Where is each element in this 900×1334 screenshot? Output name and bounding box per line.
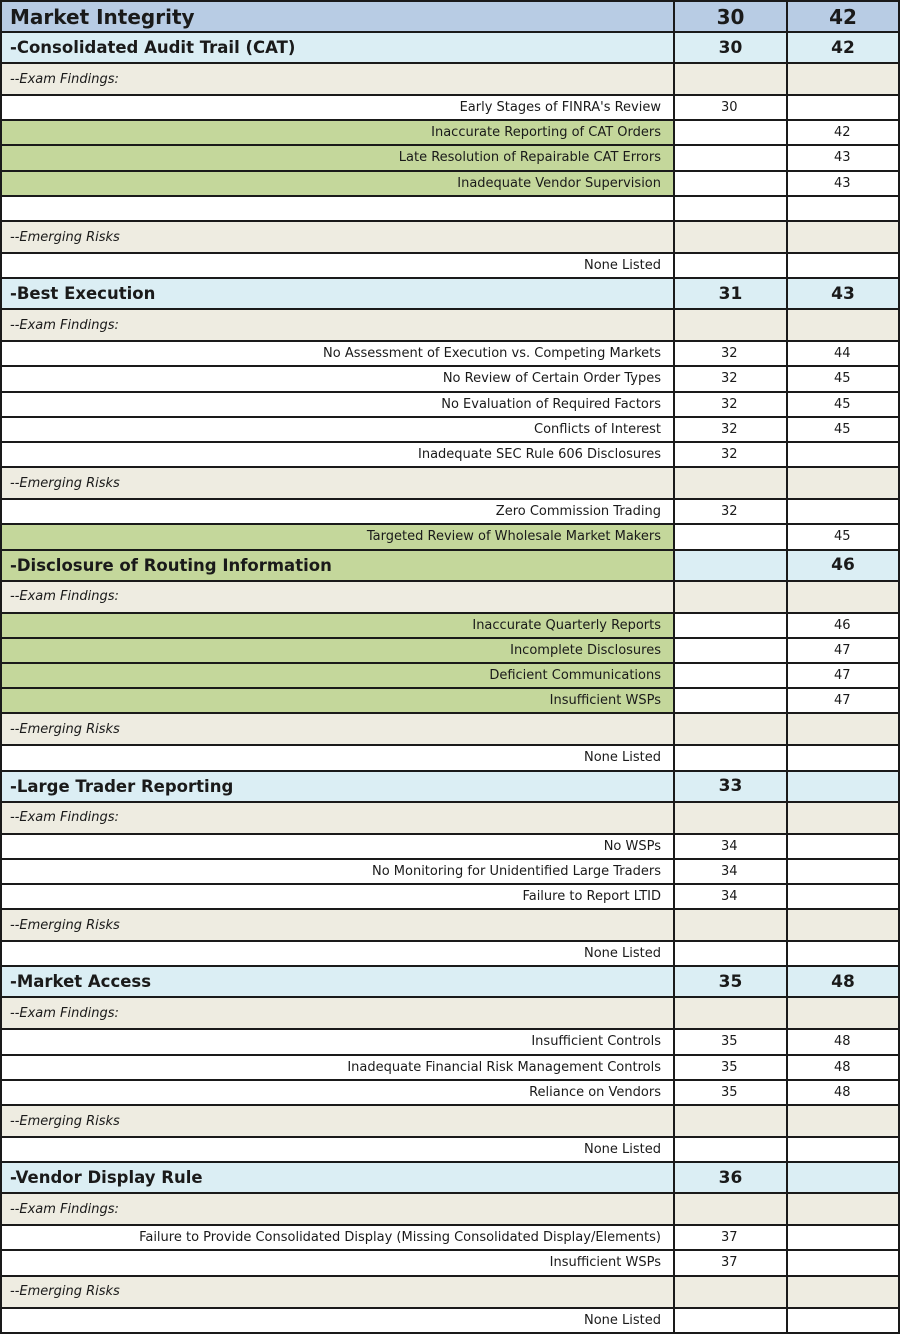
- item-label: None Listed: [0, 746, 675, 771]
- page-col2: [788, 1309, 900, 1334]
- page-col1: 35: [675, 1056, 788, 1081]
- page-col1: [675, 664, 788, 689]
- page-col1: [675, 689, 788, 714]
- section-title: -Large Trader Reporting: [0, 772, 675, 803]
- page-col1: [675, 746, 788, 771]
- item-label: Reliance on Vendors: [0, 1081, 675, 1106]
- page-col2: 45: [788, 418, 900, 443]
- table-row: [0, 664, 900, 689]
- page-col2: [788, 197, 900, 222]
- subheading-row: [0, 1194, 900, 1226]
- table-row: [0, 96, 900, 121]
- table-row: [0, 1138, 900, 1163]
- item-label: Inaccurate Reporting of CAT Orders: [0, 121, 675, 146]
- item-label: [0, 197, 675, 222]
- subheading-label: --Exam Findings:: [0, 64, 675, 96]
- page-col2: 47: [788, 639, 900, 664]
- item-label: None Listed: [0, 254, 675, 279]
- subheading-row: [0, 468, 900, 500]
- item-label: Targeted Review of Wholesale Market Makers: [0, 525, 675, 550]
- item-label: Insufficient WSPs: [0, 1251, 675, 1276]
- section-title: -Disclosure of Routing Information: [0, 551, 675, 582]
- page-col1: [675, 1309, 788, 1334]
- subheading-label: --Emerging Risks: [0, 1277, 675, 1309]
- page-col2: [788, 885, 900, 910]
- item-label: Failure to Report LTID: [0, 885, 675, 910]
- item-label: Inaccurate Quarterly Reports: [0, 614, 675, 639]
- item-label: No Assessment of Execution vs. Competing Markets: [0, 342, 675, 367]
- table-row: [0, 342, 900, 367]
- page-col1: [675, 1194, 788, 1226]
- item-label: None Listed: [0, 942, 675, 967]
- page-col1: 35: [675, 1030, 788, 1055]
- table-row: [0, 639, 900, 664]
- subheading-row: [0, 1106, 900, 1138]
- subheading-label: --Exam Findings:: [0, 582, 675, 614]
- page-col2: 46: [788, 551, 900, 582]
- subheading-label: --Emerging Risks: [0, 468, 675, 500]
- table-row: [0, 942, 900, 967]
- subheading-row: [0, 64, 900, 96]
- page-col2: 48: [788, 1081, 900, 1106]
- page-col1: 32: [675, 367, 788, 392]
- page-col2: [788, 64, 900, 96]
- page-col1: [675, 910, 788, 942]
- item-label: Conflicts of Interest: [0, 418, 675, 443]
- page-col2: [788, 1194, 900, 1226]
- page-col2: [788, 803, 900, 835]
- item-label: Failure to Provide Consolidated Display (Missing Consolidated Display/Elements): [0, 1226, 675, 1251]
- page-col2: 47: [788, 689, 900, 714]
- section-row: [0, 279, 900, 310]
- page-col2: [788, 582, 900, 614]
- table-row: [0, 835, 900, 860]
- title-label: Market Integrity: [0, 0, 675, 33]
- page-col2: 48: [788, 1030, 900, 1055]
- table-row: [0, 1081, 900, 1106]
- page-col2: [788, 1138, 900, 1163]
- page-col1: [675, 714, 788, 746]
- item-label: Insufficient WSPs: [0, 689, 675, 714]
- page-col2: 44: [788, 342, 900, 367]
- page-col2: [788, 860, 900, 885]
- page-col1: [675, 803, 788, 835]
- section-row: [0, 967, 900, 998]
- item-label: Inadequate Financial Risk Management Controls: [0, 1056, 675, 1081]
- page-col1: [675, 639, 788, 664]
- table-row: [0, 443, 900, 468]
- page-col2: 43: [788, 172, 900, 197]
- table-row: [0, 885, 900, 910]
- subheading-row: [0, 310, 900, 342]
- section-row: [0, 551, 900, 582]
- item-label: Late Resolution of Repairable CAT Errors: [0, 146, 675, 171]
- table-row: [0, 172, 900, 197]
- page-col2: [788, 468, 900, 500]
- page-col2: [788, 772, 900, 803]
- page-col1: 34: [675, 860, 788, 885]
- table-row: [0, 525, 900, 550]
- table-row: [0, 121, 900, 146]
- item-label: Zero Commission Trading: [0, 500, 675, 525]
- table-row: [0, 393, 900, 418]
- page-col2: [788, 942, 900, 967]
- table-row: [0, 367, 900, 392]
- item-label: No Evaluation of Required Factors: [0, 393, 675, 418]
- page-col1: 30: [675, 33, 788, 64]
- page-col2: [788, 835, 900, 860]
- page-col1: 34: [675, 835, 788, 860]
- item-label: None Listed: [0, 1138, 675, 1163]
- page-col1: [675, 525, 788, 550]
- page-col2: [788, 222, 900, 254]
- subheading-row: [0, 998, 900, 1030]
- page-col1: 31: [675, 279, 788, 310]
- page-col2: 48: [788, 967, 900, 998]
- subheading-row: [0, 714, 900, 746]
- item-label: Inadequate Vendor Supervision: [0, 172, 675, 197]
- item-label: No Review of Certain Order Types: [0, 367, 675, 392]
- subheading-label: --Emerging Risks: [0, 714, 675, 746]
- page-col2: 45: [788, 367, 900, 392]
- page-col1: [675, 468, 788, 500]
- section-row: [0, 772, 900, 803]
- page-col1: [675, 310, 788, 342]
- page-col1: [675, 1277, 788, 1309]
- page-col1: 32: [675, 418, 788, 443]
- page-col1: 32: [675, 443, 788, 468]
- subheading-label: --Exam Findings:: [0, 998, 675, 1030]
- table-row: [0, 1030, 900, 1055]
- table-row: [0, 418, 900, 443]
- page-col2: 43: [788, 279, 900, 310]
- table-row: [0, 614, 900, 639]
- table-row: [0, 146, 900, 171]
- page-col2: [788, 1277, 900, 1309]
- item-label: Incomplete Disclosures: [0, 639, 675, 664]
- page-col1: [675, 197, 788, 222]
- subheading-row: [0, 222, 900, 254]
- page-col1: [675, 254, 788, 279]
- subheading-row: [0, 1277, 900, 1309]
- page-col2: [788, 998, 900, 1030]
- table-row: [0, 860, 900, 885]
- page-col2: [788, 310, 900, 342]
- subheading-label: --Exam Findings:: [0, 803, 675, 835]
- table-row: [0, 500, 900, 525]
- page-col2: [788, 1163, 900, 1194]
- table-row: [0, 746, 900, 771]
- section-row: [0, 33, 900, 64]
- page-col2: 45: [788, 393, 900, 418]
- page-col1: 32: [675, 342, 788, 367]
- subheading-row: [0, 910, 900, 942]
- page-col1: 32: [675, 393, 788, 418]
- page-col1: 32: [675, 500, 788, 525]
- page-col1: [675, 942, 788, 967]
- section-title: -Consolidated Audit Trail (CAT): [0, 33, 675, 64]
- page-col2: [788, 96, 900, 121]
- section-title: -Vendor Display Rule: [0, 1163, 675, 1194]
- page-col2: [788, 1251, 900, 1276]
- page-col2: [788, 746, 900, 771]
- page-col1: [675, 1106, 788, 1138]
- item-label: Inadequate SEC Rule 606 Disclosures: [0, 443, 675, 468]
- section-title: -Best Execution: [0, 279, 675, 310]
- subheading-row: [0, 582, 900, 614]
- page-col2: [788, 1226, 900, 1251]
- page-col2: 42: [788, 121, 900, 146]
- item-label: Early Stages of FINRA's Review: [0, 96, 675, 121]
- title-row: [0, 0, 900, 33]
- item-label: No WSPs: [0, 835, 675, 860]
- table-row: [0, 1226, 900, 1251]
- table-row: [0, 689, 900, 714]
- subheading-row: [0, 803, 900, 835]
- subheading-label: --Emerging Risks: [0, 1106, 675, 1138]
- item-label: Insufficient Controls: [0, 1030, 675, 1055]
- page-col1: 37: [675, 1226, 788, 1251]
- title-col2: 42: [788, 0, 900, 33]
- page-col2: 46: [788, 614, 900, 639]
- page-col2: [788, 1106, 900, 1138]
- page-col1: 33: [675, 772, 788, 803]
- item-label: None Listed: [0, 1309, 675, 1334]
- table-row: [0, 1251, 900, 1276]
- page-col2: 43: [788, 146, 900, 171]
- page-col2: [788, 254, 900, 279]
- table-row: [0, 197, 900, 222]
- page-col2: 45: [788, 525, 900, 550]
- page-col2: 48: [788, 1056, 900, 1081]
- page-col1: 35: [675, 967, 788, 998]
- page-col2: 42: [788, 33, 900, 64]
- page-col1: 36: [675, 1163, 788, 1194]
- page-col1: 34: [675, 885, 788, 910]
- page-col1: [675, 121, 788, 146]
- page-col1: [675, 614, 788, 639]
- section-title: -Market Access: [0, 967, 675, 998]
- page-col2: 47: [788, 664, 900, 689]
- page-col1: [675, 551, 788, 582]
- subheading-label: --Exam Findings:: [0, 310, 675, 342]
- page-col2: [788, 910, 900, 942]
- table-row: [0, 1309, 900, 1334]
- page-col1: 35: [675, 1081, 788, 1106]
- subheading-label: --Emerging Risks: [0, 222, 675, 254]
- item-label: No Monitoring for Unidentified Large Traders: [0, 860, 675, 885]
- section-row: [0, 1163, 900, 1194]
- subheading-label: --Exam Findings:: [0, 1194, 675, 1226]
- page-col2: [788, 443, 900, 468]
- page-col2: [788, 714, 900, 746]
- page-col1: [675, 64, 788, 96]
- table-row: [0, 254, 900, 279]
- page-col1: 37: [675, 1251, 788, 1276]
- page-col1: [675, 998, 788, 1030]
- subheading-label: --Emerging Risks: [0, 910, 675, 942]
- page-col1: [675, 222, 788, 254]
- page-col1: 30: [675, 96, 788, 121]
- page-col1: [675, 146, 788, 171]
- title-col1: 30: [675, 0, 788, 33]
- page-col1: [675, 1138, 788, 1163]
- item-label: Deficient Communications: [0, 664, 675, 689]
- page-col1: [675, 582, 788, 614]
- page-col1: [675, 172, 788, 197]
- table-row: [0, 1056, 900, 1081]
- page-col2: [788, 500, 900, 525]
